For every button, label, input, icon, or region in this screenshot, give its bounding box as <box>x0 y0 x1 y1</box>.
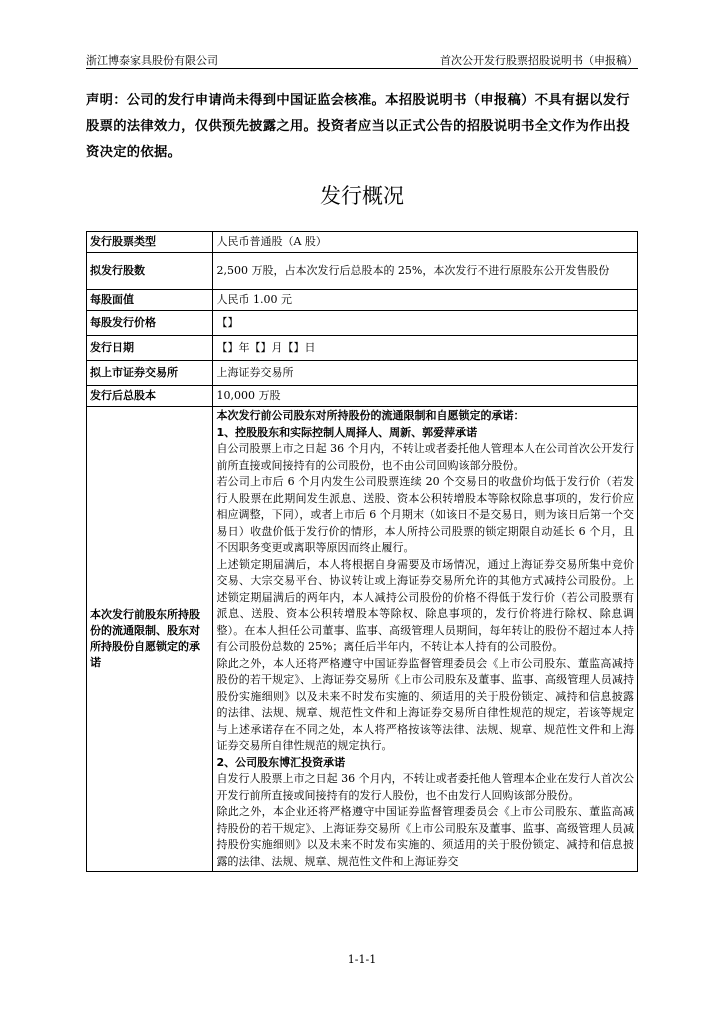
row-value: 人民币普通股（A 股） <box>213 232 638 253</box>
page-title: 发行概况 <box>320 184 404 208</box>
table-row <box>87 253 638 290</box>
table-row <box>87 361 638 386</box>
row-value: 【】 <box>213 311 638 336</box>
section-heading: 2、公司股东博汇投资承诺 <box>216 755 346 769</box>
paragraph: 自公司股票上市之日起 36 个月内，不转让或者委托他人管理本人在公司首次公开发行前所直接或间接持有的公司股份，也不由公司回购该部分股份。 <box>216 442 634 472</box>
header-doc-title: 首次公开发行股票招股说明书（申报稿） <box>440 54 638 67</box>
header-rule <box>86 68 638 69</box>
row-value: 10,000 万股 <box>213 386 638 407</box>
paragraph: 若公司上市后 6 个月内发生公司股票连续 20 个交易日的收盘价均低于发行价（若发行人股票在此期间发生派息、送股、资本公积转增股本等除权除息事项的，发行价应相应调整，下同），或者上市后 6 个月期末（如该日不是交易日，则为该日后第一个交易日）收盘价低于发行价的情形，本人所持公司股票的锁定期限自动延长 6 个月，且不因职务变更或离职等原因而终止履行。 <box>216 475 634 554</box>
row-key: 每股发行价格 <box>87 311 213 336</box>
page-number: 1-1-1 <box>347 953 377 966</box>
section-heading: 1、控股股东和实际控制人周择人、周新、郭爱萍承诺 <box>216 425 478 439</box>
row-value: 人民币 1.00 元 <box>213 290 638 311</box>
paragraph: 除此之外，本企业还将严格遵守中国证券监督管理委员会《上市公司股东、董监高减持股份的若干规定》、上海证券交易所《上市公司股东及董事、监事、高级管理人员减持股份实施细则》以及未来不时发布实施的、须适用的关于股份锁定、减持和信息披露的法律、法规、规章、规范性文件和上海证券交 <box>216 805 634 868</box>
lockup-heading: 本次发行前公司股东对所持股份的流通限制和自愿锁定的承诺： <box>216 409 525 422</box>
table-row <box>87 336 638 361</box>
declaration: 声明：公司的发行申请尚未得到中国证监会核准。本招股说明书（申报稿）不具有据以发行股票的法律效力，仅供预先披露之用。投资者应当以正式公告的招股说明书全文作为作出投资决定的依据。 <box>86 93 630 160</box>
lockup-commitment-text <box>213 407 638 872</box>
table-row <box>87 290 638 311</box>
header-company: 浙江博泰家具股份有限公司 <box>86 54 218 67</box>
table-row-lockup <box>87 407 638 872</box>
table-row <box>87 311 638 336</box>
row-key: 每股面值 <box>87 290 213 311</box>
paragraph: 自发行人股票上市之日起 36 个月内，不转让或者委托他人管理本企业在发行人首次公开发行前所直接或间接持有的发行人股份，也不由发行人回购该部分股份。 <box>216 772 634 802</box>
table-row <box>87 232 638 253</box>
row-value: 上海证券交易所 <box>213 361 638 386</box>
row-value: 【】年【】月【】日 <box>213 336 638 361</box>
paragraph: 除此之外，本人还将严格遵守中国证券监督管理委员会《上市公司股东、董监高减持股份的若干规定》、上海证券交易所《上市公司股东及董事、监事、高级管理人员减持股份实施细则》以及未来不时发布实施的、须适用的关于股份锁定、减持和信息披露的法律、法规、规章、规范性文件和上海证券交易所自律性规范的规定，若该等规定与上述承诺存在不同之处，本人将严格按该等法律、法规、规章、规范性文件和上海证券交易所自律性规范的规定执行。 <box>216 656 634 752</box>
row-key: 发行后总股本 <box>87 386 213 407</box>
paragraph: 上述锁定期届满后，本人将根据自身需要及市场情况，通过上海证券交易所集中竞价交易、大宗交易平台、协议转让或上海证券交易所允许的其他方式减持公司股份。上述锁定期届满后的两年内，本人减持公司股份的价格不得低于发行价（若公司股票有派息、送股、资本公积转增股本等除权、除息事项的，发行价将进行除权、除息调整）。在本人担任公司董事、监事、高级管理人员期间，每年转让的股份不超过本人持有公司股份总数的 25%；离任后半年内，不转让本人持有的公司股份。 <box>216 557 634 653</box>
row-key: 发行股票类型 <box>87 232 213 253</box>
row-value: 2,500 万股，占本次发行后总股本的 25%，本次发行不进行原股东公开发售股份 <box>213 253 638 290</box>
row-key: 本次发行前股东所持股份的流通限制、股东对所持股份自愿锁定的承诺 <box>87 407 213 872</box>
table-row <box>87 386 638 407</box>
row-key: 发行日期 <box>87 336 213 361</box>
row-key: 拟上市证券交易所 <box>87 361 213 386</box>
row-key: 拟发行股数 <box>87 253 213 290</box>
offering-table <box>86 231 638 872</box>
